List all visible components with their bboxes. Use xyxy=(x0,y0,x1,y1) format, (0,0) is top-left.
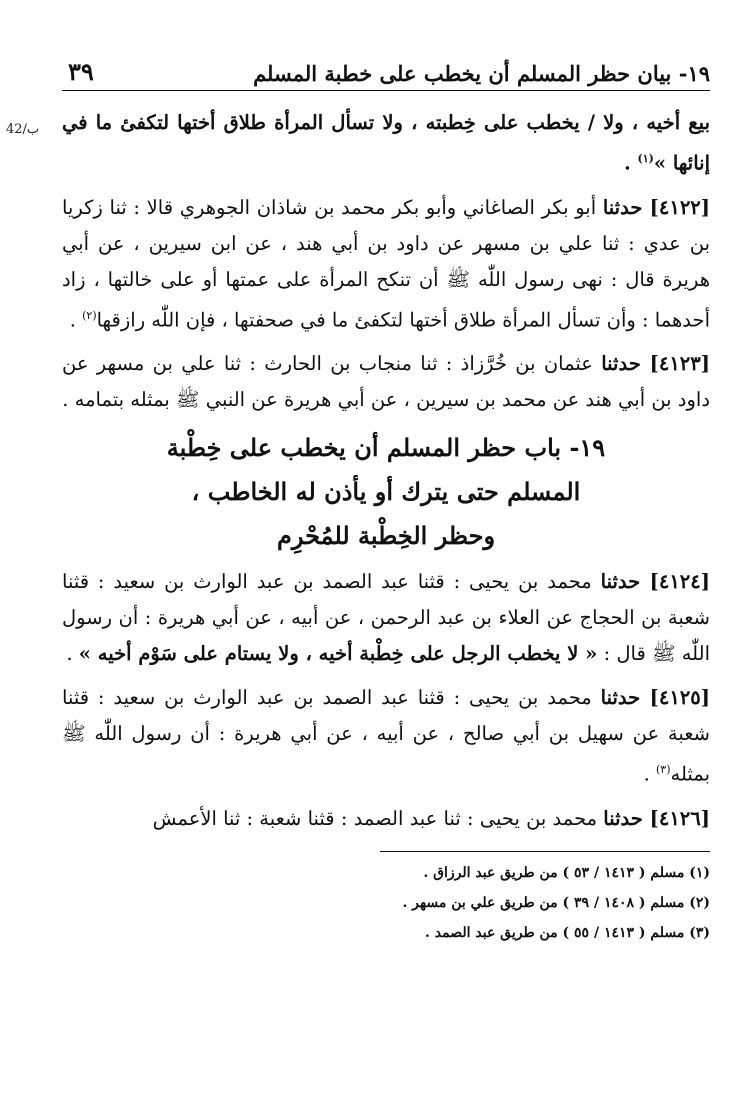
hadith-number: [٤١٢٦] حدثنا xyxy=(603,806,710,830)
footnote: (٢) مسلم ( ١٤٠٨ / ٣٩ ) من طريق علي بن مسهر . xyxy=(402,894,710,911)
chapter-heading xyxy=(62,426,710,558)
hadith-4122 xyxy=(62,190,710,339)
header-rule xyxy=(62,90,710,91)
hadith-4124 xyxy=(62,564,710,672)
hadith-text: محمد بن يحيى : ثنا عبد الصمد : قثنا شعبة : ثنا الأعمش xyxy=(152,806,604,830)
hadith-matn: « لا يخطب الرجل على خِطْبة أخيه ، ولا يستام على سَوْم أخيه » xyxy=(78,642,598,665)
footnote-ref: (٢) xyxy=(82,308,97,322)
hadith-continuation xyxy=(62,105,710,182)
footnote-rule xyxy=(380,851,710,852)
main-text xyxy=(62,105,710,837)
hadith-text: محمد بن يحيى : قثنا عبد الصمد بن عبد الوارث بن سعيد : قثنا شعبة عن سهيل بن أبي صالح ، عن أبيه ، عن أبي هريرة : أن رسول اللّٰه ﷺ بمثله xyxy=(62,686,710,786)
footnote-ref: (٣) xyxy=(655,763,671,776)
hadith-4126 xyxy=(62,801,710,837)
hadith-text: محمد بن يحيى : قثنا عبد الصمد بن عبد الوارث بن سعيد : قثنا شعبة بن الحجاج عن العلاء بن عبد الرحمن ، عن أبيه ، عن أبي هريرة : أن رسول اللّٰه ﷺ قال : xyxy=(62,570,710,665)
hadith-number: [٤١٢٥] حدثنا xyxy=(600,686,710,709)
footnote: (١) مسلم ( ١٤١٣ / ٥٣ ) من طريق عبد الرزاق . xyxy=(423,864,710,881)
manuscript-folio-note: 42/ب xyxy=(6,122,40,137)
chapter-heading-line: المسلم حتى يترك أو يأذن له الخاطب ، xyxy=(191,477,581,506)
hadith-text: بيع أخيه ، ولا / يخطب على خِطبته ، ولا تسأل المرأة طلاق أختها لتكفئ ما في إنائها » xyxy=(62,111,710,175)
hadith-4125 xyxy=(62,680,710,793)
hadith-tail: . xyxy=(69,308,83,331)
hadith-tail: . xyxy=(66,642,79,665)
page-number: ٣٩ xyxy=(68,57,94,86)
hadith-number: [٤١٢٤] حدثنا xyxy=(600,570,710,593)
book-page xyxy=(6,48,711,948)
running-header xyxy=(62,48,710,86)
hadith-number: [٤١٢٣] حدثنا xyxy=(601,352,710,375)
hadith-number: [٤١٢٢] حدثنا xyxy=(602,195,711,219)
chapter-running-title: ١٩- بيان حظر المسلم أن يخطب على خطبة المسلم xyxy=(253,61,710,86)
chapter-heading-line: وحظر الخِطْبة للمُحْرِم xyxy=(276,521,496,550)
hadith-tail: . xyxy=(643,762,656,786)
hadith-tail: . xyxy=(623,151,638,175)
hadith-text: عثمان بن خُرَّزاذ : ثنا منجاب بن الحارث : ثنا علي بن مسهر عن داود بن أبي هند عن محمد بن سيرين ، عن أبي هريرة عن النبي ﷺ بمثله بتمامه . xyxy=(62,352,710,411)
hadith-4123 xyxy=(62,346,710,418)
footnotes xyxy=(62,858,710,948)
chapter-heading-line: ١٩- باب حظر المسلم أن يخطب على خِطْبة xyxy=(166,433,606,462)
footnote-ref: (١) xyxy=(637,152,654,165)
footnote: (٣) مسلم ( ١٤١٣ / ٥٥ ) من طريق عبد الصمد . xyxy=(425,924,710,941)
hadith-text: أبو بكر الصاغاني وأبو بكر محمد بن شاذان الجوهري قالا : ثنا زكريا بن عدي : ثنا علي بن مسهر عن داود بن أبي هند ، عن ابن سيرين ، عن أبي هريرة قال : نهى رسول اللّٰه ﷺ أن تنكح المرأة على عمتها أو على خالتها ، زاد أحدهما : وأن تسأل المرأة طلاق أختها لتكفئ ما في صحفتها ، فإن اللّٰه رازقها xyxy=(62,195,710,331)
